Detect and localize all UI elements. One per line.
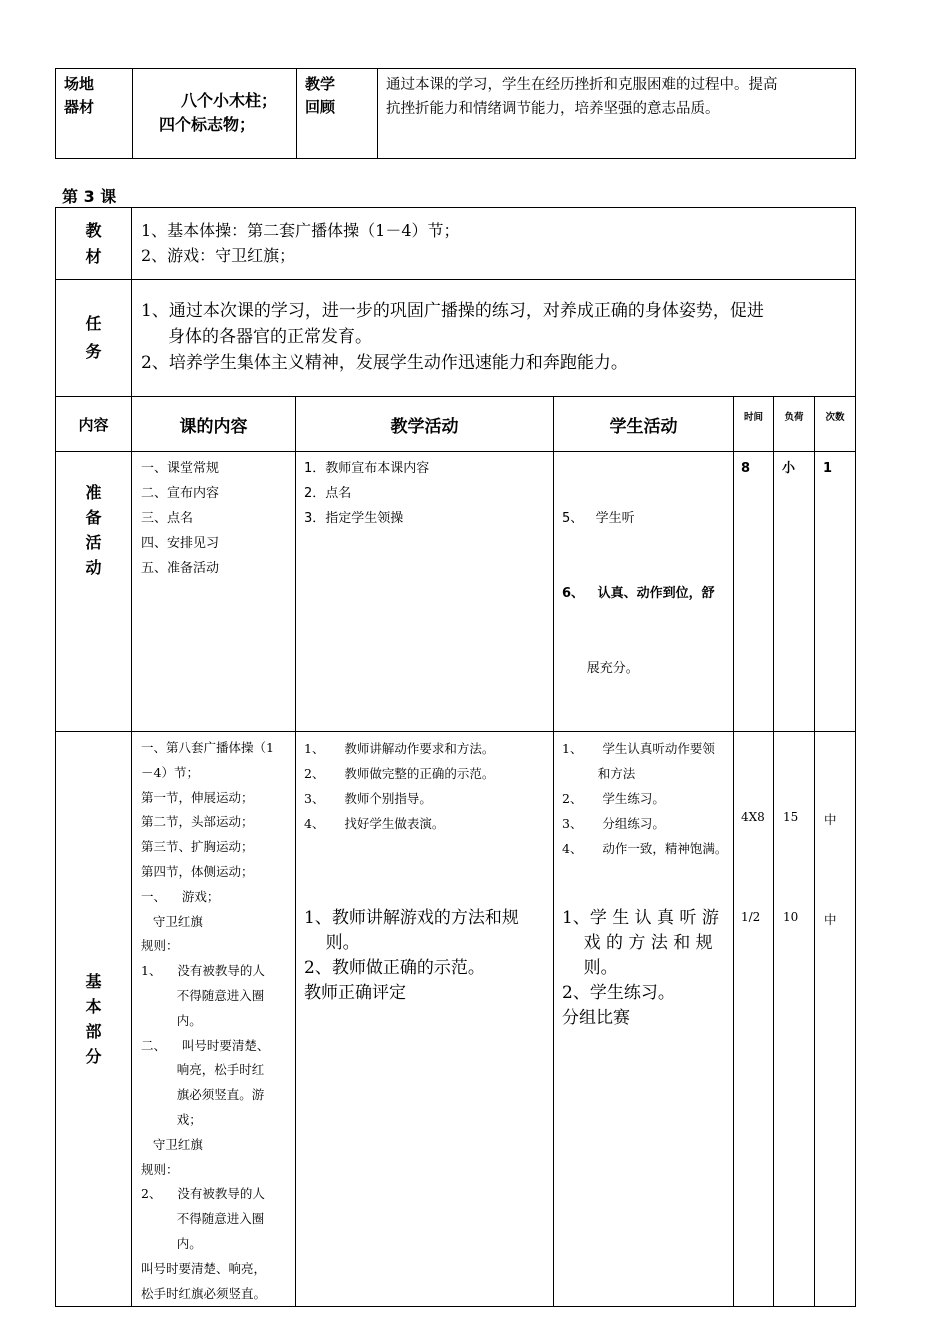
- prep-content-cell: [132, 452, 296, 732]
- basic-count-value: 中: [824, 812, 837, 827]
- basic-time-value: 1/2: [741, 910, 761, 924]
- lesson-title: 第 3 课: [62, 187, 117, 206]
- venue-label-line: 场地: [64, 75, 95, 93]
- prep-student-item: 5、 学生听: [562, 511, 635, 526]
- venue-review-table: [55, 68, 856, 159]
- review-text-cell: [378, 69, 856, 159]
- materials-label-char: 教: [85, 220, 102, 240]
- basic-content-line: 第二节，头部运动；: [141, 814, 254, 830]
- basic-student-line: 1、学 生 认 真 听 游: [562, 908, 719, 928]
- basic-content-cell: [132, 732, 296, 1307]
- venue-label-cell: [56, 69, 133, 159]
- basic-student-line: 分组比赛: [562, 1008, 630, 1028]
- review-label-line: 教学: [305, 75, 336, 93]
- basic-teaching-line: 2、教师做正确的示范。: [304, 958, 485, 978]
- review-text-line: 通过本课的学习，学生在经历挫折和克服困难的过程中。提高: [386, 77, 778, 93]
- prep-teaching-cell: [296, 452, 554, 732]
- tasks-cell: [132, 280, 856, 397]
- basic-label-char: 分: [85, 1047, 102, 1067]
- basic-label-char: 基: [85, 972, 102, 992]
- tasks-label-char: 务: [85, 342, 102, 361]
- basic-content-line: 不得随意进入圈: [141, 1211, 265, 1227]
- prep-label-char: 备: [85, 508, 102, 527]
- basic-content-line: 一、第八套广播体操（1: [141, 740, 274, 755]
- review-text-line: 抗挫折能力和情绪调节能力，培养坚强的意志品质。: [386, 101, 720, 117]
- prep-label-char: 准: [85, 483, 102, 502]
- basic-content-line: 第一节，伸展运动；: [141, 789, 254, 805]
- equipment-line: 八个小木柱；: [181, 91, 278, 110]
- materials-label-char: 材: [85, 246, 102, 266]
- prep-student-item: 展充分。: [562, 661, 639, 676]
- prep-time: 8: [734, 452, 774, 732]
- basic-content-line: 第三节、扩胸运动；: [141, 839, 254, 855]
- header-content: 内容: [56, 397, 132, 452]
- tasks-label-char: 任: [85, 314, 102, 333]
- basic-student-line: 2、学生练习。: [562, 983, 675, 1003]
- prep-load: 小: [774, 452, 815, 732]
- basic-content-line: 内。: [141, 1012, 202, 1028]
- basic-student-group-a: [562, 736, 733, 861]
- tasks-item: 身体的各器官的正常发育。: [168, 327, 372, 347]
- tasks-label-cell: [56, 280, 132, 397]
- basic-content-line: 守卫红旗: [141, 913, 203, 929]
- basic-teaching-line: 2、 教师做完整的正确的示范。: [304, 766, 495, 781]
- basic-student-line: 2、 学生练习。: [562, 791, 665, 806]
- basic-student-cell: [554, 732, 734, 1307]
- basic-teaching-line: 3、 教师个别指导。: [304, 791, 432, 806]
- basic-count-value: 中: [824, 912, 837, 927]
- basic-student-line: 戏 的 方 法 和 规: [562, 933, 713, 953]
- header-teaching-activity: 教学活动: [296, 397, 554, 452]
- prep-content-item: 三、点名: [141, 511, 194, 526]
- basic-content-line: －4）节；: [141, 764, 199, 780]
- prep-teaching-item: 1．教师宣布本课内容: [304, 461, 430, 476]
- basic-content-line: 守卫红旗: [141, 1136, 203, 1152]
- basic-label-cell: [56, 732, 132, 1307]
- basic-content-line: 第四节，体侧运动；: [141, 863, 254, 879]
- basic-content-line: 规则：: [141, 1161, 179, 1177]
- basic-teaching-line: 1、 教师讲解动作要求和方法。: [304, 741, 495, 756]
- prep-content-item: 一、课堂常规: [141, 461, 220, 476]
- basic-content-line: 一、 游戏；: [141, 888, 220, 904]
- basic-content-line: 二、 叫号时要清楚、: [141, 1037, 270, 1053]
- basic-content-line: 戏；: [141, 1111, 202, 1127]
- basic-student-line: 1、 学生认真听动作要领: [562, 741, 715, 756]
- equipment-cell: [133, 69, 297, 159]
- prep-label-char: 活: [85, 533, 102, 552]
- basic-label-char: 本: [85, 997, 102, 1017]
- prep-label-char: 动: [85, 558, 102, 577]
- review-label-line: 回顾: [305, 98, 336, 116]
- basic-teaching-cell: [296, 732, 554, 1307]
- basic-content-line: 响亮，松手时红: [141, 1062, 265, 1078]
- basic-content-line: 内。: [141, 1235, 202, 1251]
- basic-load-value: 15: [783, 810, 799, 824]
- venue-label-line: 器材: [64, 98, 95, 116]
- prep-student-cell: [554, 452, 734, 732]
- basic-load-value: 10: [783, 910, 799, 924]
- basic-count-cell: [815, 732, 856, 1307]
- basic-teaching-group-b: [304, 906, 553, 1006]
- basic-student-line: 4、 动作一致，精神饱满。: [562, 841, 728, 856]
- header-count: 次数: [815, 397, 856, 452]
- basic-content-line: 不得随意进入圈: [141, 987, 265, 1003]
- basic-label-char: 部: [85, 1022, 102, 1042]
- basic-content-line: 旗必须竖直。游: [141, 1087, 265, 1103]
- tasks-item: 1、通过本次课的学习，进一步的巩固广播操的练习，对养成正确的身体姿势，促进: [141, 301, 764, 321]
- basic-teaching-line: 1、教师讲解游戏的方法和规: [304, 908, 519, 928]
- basic-content-line: 叫号时要清楚、响亮，: [141, 1260, 267, 1276]
- basic-teaching-line: 4、 找好学生做表演。: [304, 816, 445, 831]
- prep-content-item: 二、宣布内容: [141, 486, 220, 501]
- basic-content-line: 松手时红旗必须竖直。: [141, 1285, 267, 1301]
- prep-label-cell: [56, 452, 132, 732]
- review-label-cell: [297, 69, 378, 159]
- header-student-activity: 学生活动: [554, 397, 734, 452]
- prep-teaching-item: 2．点名: [304, 486, 352, 501]
- materials-item: 1、基本体操：第二套广播体操（1－4）节；: [141, 221, 460, 240]
- basic-student-line: 和方法: [562, 766, 636, 781]
- prep-content-item: 四、安排见习: [141, 536, 220, 551]
- basic-student-line: 3、 分组练习。: [562, 816, 665, 831]
- basic-load-cell: [774, 732, 815, 1307]
- tasks-item: 2、培养学生集体主义精神，发展学生动作迅速能力和奔跑能力。: [141, 353, 628, 373]
- prep-content-item: 五、准备活动: [141, 561, 220, 576]
- basic-teaching-line: 教师正确评定: [304, 983, 406, 1003]
- header-lesson-content: 课的内容: [132, 397, 296, 452]
- materials-item: 2、游戏：守卫红旗；: [141, 246, 296, 265]
- prep-student-item: 6、 认真、动作到位，舒: [562, 586, 715, 601]
- basic-content-line: 1、 没有被教导的人: [141, 963, 265, 979]
- basic-content-line: 规则：: [141, 938, 179, 954]
- basic-time-cell: [734, 732, 774, 1307]
- basic-student-group-b: [562, 906, 733, 1031]
- basic-content-line: 2、 没有被教导的人: [141, 1186, 265, 1202]
- materials-label-cell: [56, 208, 132, 280]
- basic-teaching-line: 则。: [304, 933, 360, 953]
- basic-student-line: 则。: [562, 958, 618, 978]
- header-load: 负荷: [774, 397, 815, 452]
- basic-time-value: 4X8: [741, 810, 765, 824]
- materials-cell: [132, 208, 856, 280]
- prep-teaching-item: 3．指定学生领操: [304, 511, 404, 526]
- basic-teaching-group-a: [304, 736, 553, 836]
- equipment-line: 四个标志物；: [159, 115, 256, 134]
- prep-count: 1: [815, 452, 856, 732]
- lesson-plan-table: [55, 207, 856, 1307]
- header-time: 时间: [734, 397, 774, 452]
